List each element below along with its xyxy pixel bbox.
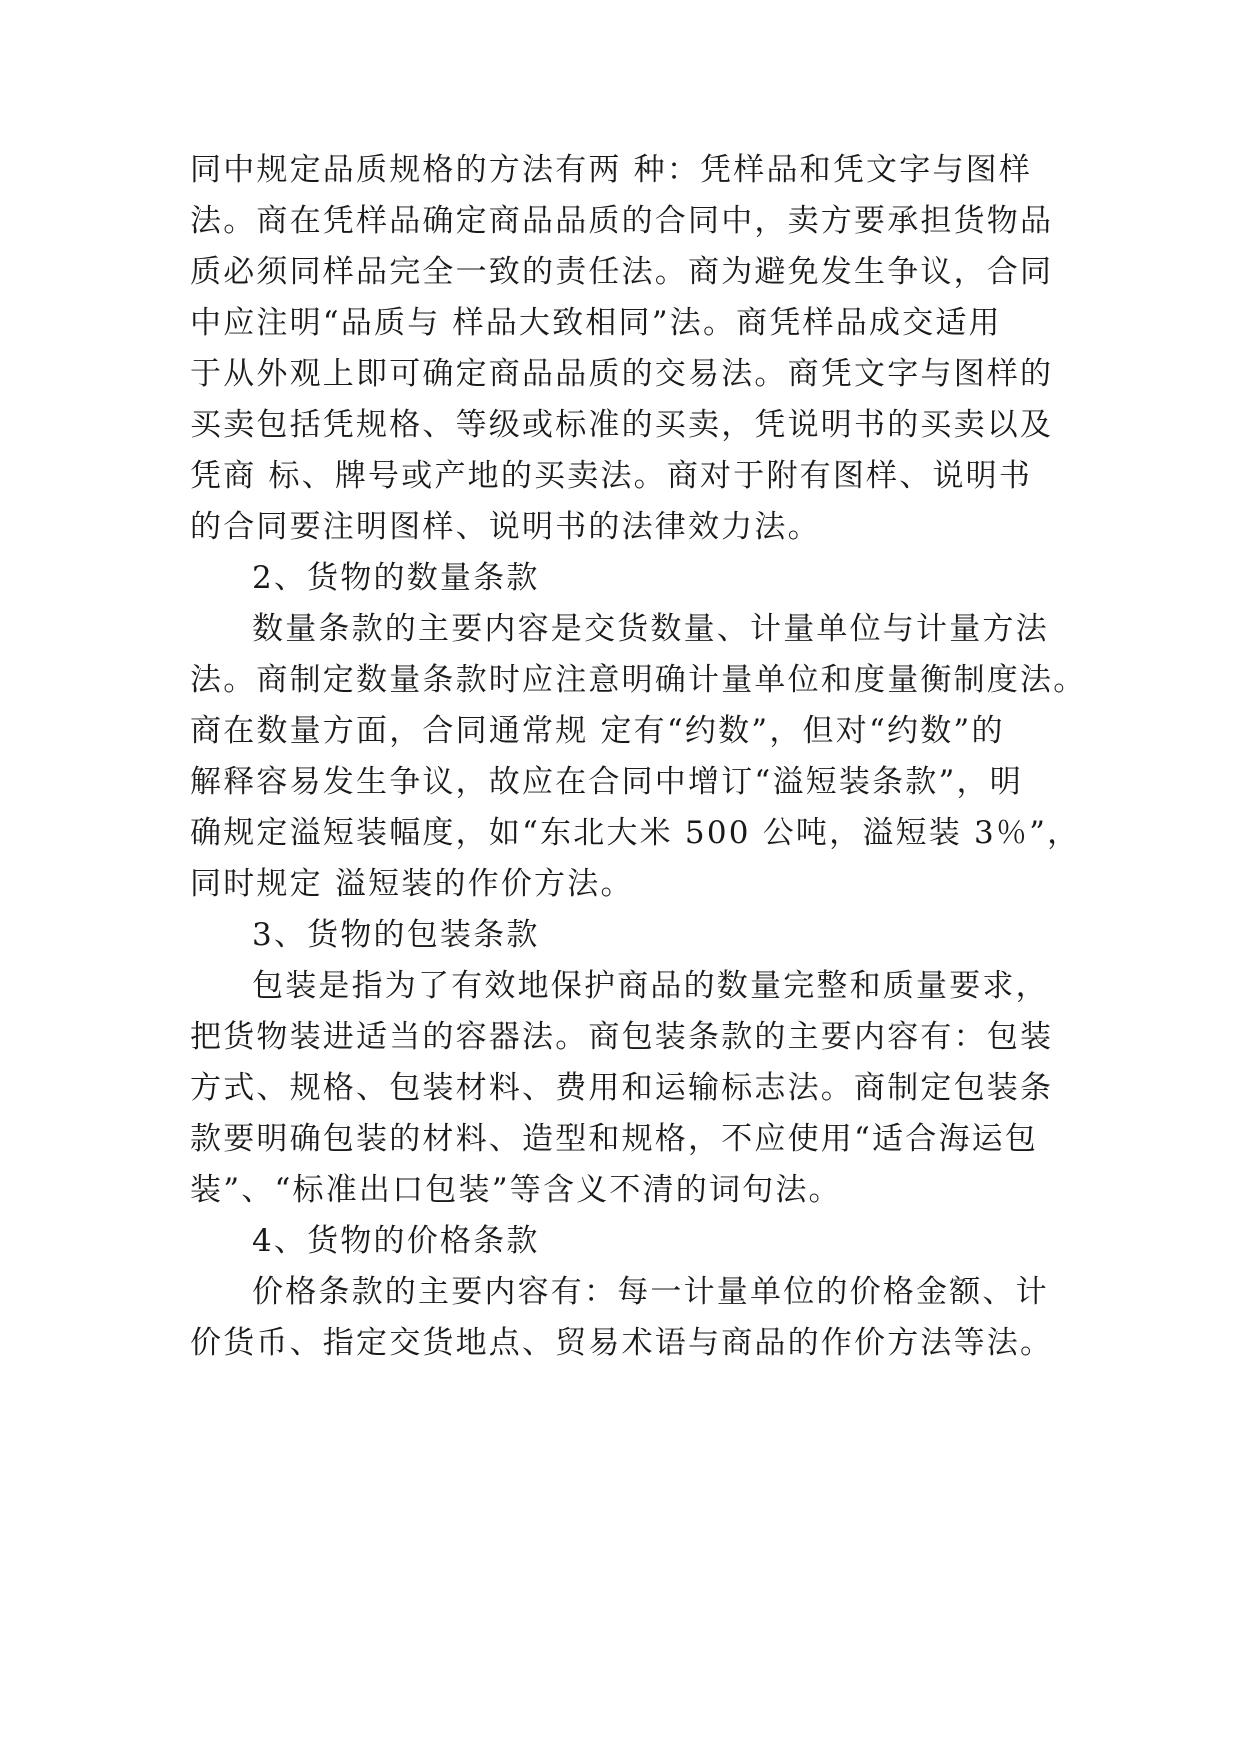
body-text-line: 法。商制定数量条款时应注意明确计量单位和度量衡制度法。 xyxy=(190,662,1087,698)
body-text-line: 解释容易发生争议，故应在合同中增订“溢短装条款”，明 xyxy=(190,764,1023,800)
body-text-line: 的合同要注明图样、说明书的法律效力法。 xyxy=(190,509,821,545)
body-text-line: 款要明确包装的材料、造型和规格，不应使用“适合海运包 xyxy=(190,1121,1039,1157)
body-text-line: 法。商在凭样品确定商品品质的合同中，卖方要承担货物品 xyxy=(190,203,1054,239)
body-text-line: 于从外观上即可确定商品品质的交易法。商凭文字与图样的 xyxy=(190,356,1054,392)
body-text-line: 确规定溢短装幅度，如“东北大米 500 公吨，溢短装 3％”， xyxy=(190,815,1081,851)
section-heading-quantity: 2、货物的数量条款 xyxy=(252,560,540,596)
section-heading-packaging: 3、货物的包装条款 xyxy=(252,917,540,953)
paragraph-first-line: 数量条款的主要内容是交货数量、计量单位与计量方法 xyxy=(252,611,1049,647)
body-text-line: 质必须同样品完全一致的责任法。商为避免发生争议，合同 xyxy=(190,254,1054,290)
body-text-line: 装”、“标准出口包装”等含义不清的词句法。 xyxy=(190,1172,842,1208)
body-text-line: 中应注明“品质与 样品大致相同”法。商凭样品成交适用 xyxy=(190,305,1002,341)
body-text-line: 把货物装进适当的容器法。商包装条款的主要内容有：包装 xyxy=(190,1019,1054,1055)
body-text-line: 同时规定 溢短装的作价方法。 xyxy=(190,866,634,902)
body-text-line: 商在数量方面，合同通常规 定有“约数”，但对“约数”的 xyxy=(190,713,1005,749)
body-text-line: 同中规定品质规格的方法有两 种：凭样品和凭文字与图样 xyxy=(190,152,1033,188)
body-text-line: 凭商 标、牌号或产地的买卖法。商对于附有图样、说明书 xyxy=(190,458,1033,494)
section-heading-price: 4、货物的价格条款 xyxy=(252,1223,540,1259)
paragraph-first-line: 包装是指为了有效地保护商品的数量完整和质量要求， xyxy=(252,968,1049,1004)
body-text-line: 买卖包括凭规格、等级或标准的买卖，凭说明书的买卖以及 xyxy=(190,407,1054,443)
paragraph-first-line: 价格条款的主要内容有：每一计量单位的价格金额、计 xyxy=(252,1274,1049,1310)
body-text-line: 价货币、指定交货地点、贸易术语与商品的作价方法等法。 xyxy=(190,1325,1054,1361)
body-text-line: 方式、规格、包装材料、费用和运输标志法。商制定包装条 xyxy=(190,1070,1054,1106)
